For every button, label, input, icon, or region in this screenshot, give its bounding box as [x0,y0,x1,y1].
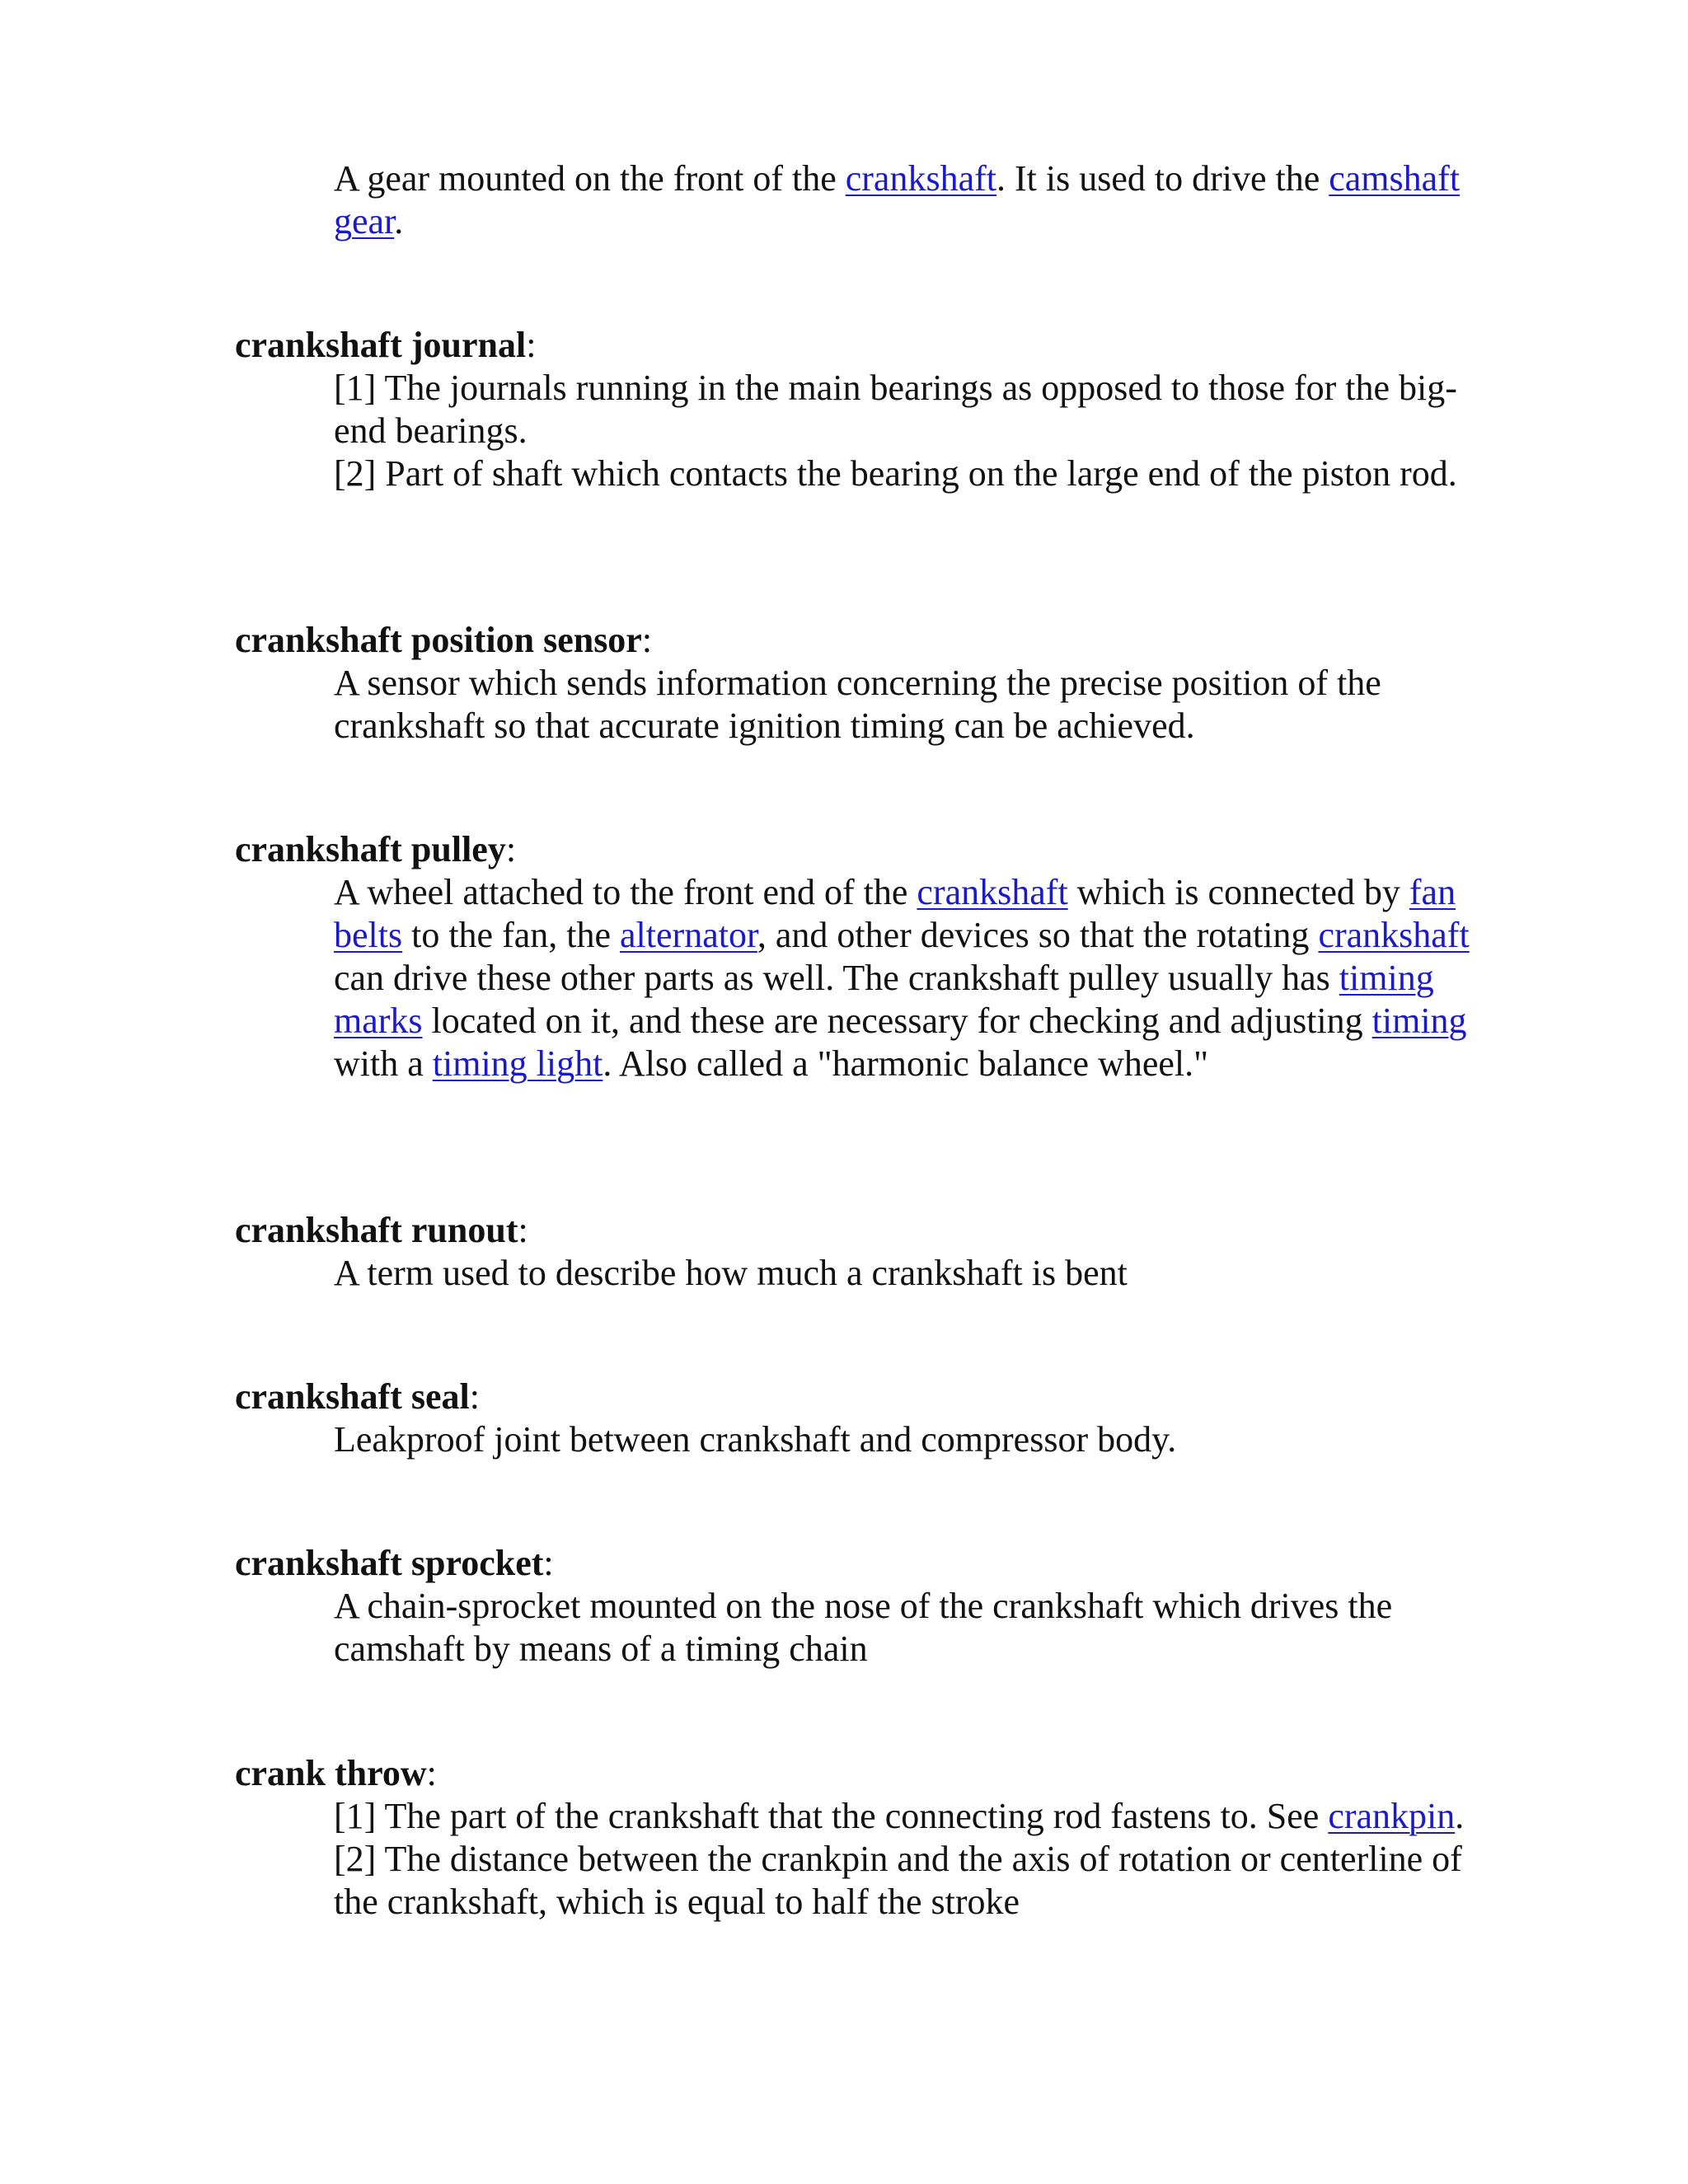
crankshaft-seal-definition: Leakproof joint between crankshaft and compressor body. [334,1419,1177,1460]
definition-text: , and other devices so that the rotating [757,915,1319,955]
crankshaft-position-sensor-definition: A sensor which sends information concerning the precise position of the crankshaft so that accurate ignition timing can be achieved. [334,663,1381,746]
term-colon: : [641,620,653,660]
crankshaft-link[interactable]: crankshaft [845,158,996,199]
definition-text: with a [334,1043,433,1084]
definition-text: can drive these other parts as well. The crankshaft pulley usually has [334,958,1339,998]
crank-throw-term-line [235,1752,437,1795]
crankshaft-link[interactable]: crankshaft [917,872,1068,912]
crankshaft-sprocket-definition: A chain-sprocket mounted on the nose of the crankshaft which drives the camshaft by means of a timing chain [334,1586,1393,1669]
definition-text: A wheel attached to the front end of the [334,872,917,912]
term-colon: : [526,325,537,365]
term-colon: : [518,1210,528,1250]
crankshaft-runout-term-line [235,1209,528,1252]
term-crankshaft-position-sensor: crankshaft position sensor [235,620,642,660]
timing-marks-link[interactable]: timing marks [334,958,1434,1041]
crankshaft-pulley-definition [334,871,1488,1085]
definition-text: . [1455,1796,1465,1836]
timing-link[interactable]: timing [1372,1001,1467,1041]
term-crankshaft-pulley: crankshaft pulley [235,829,506,869]
crankshaft-journal-term-line [235,324,536,367]
fan-belts-link[interactable]: fan belts [334,872,1456,955]
term-crankshaft-sprocket: crankshaft sprocket [235,1543,544,1583]
alternator-link[interactable]: alternator [620,915,757,955]
definition-text: which is connected by [1067,872,1409,912]
term-colon: : [426,1753,437,1793]
definition-text: . It is used to drive the [996,158,1329,199]
definition-text: located on it, and these are necessary for checking and adjusting [422,1001,1372,1041]
crankshaft-seal-term-line [235,1376,480,1418]
definition-item-2: [2] The distance between the crankpin and the axis of rotation or centerline of the crankshaft, which is equal to half the stroke [334,1839,1462,1922]
crankshaft-position-sensor-term-line [235,619,652,662]
term-colon: : [469,1376,481,1417]
crankpin-link[interactable]: crankpin [1328,1796,1456,1836]
camshaft-gear-link[interactable]: camshaft gear [334,158,1461,241]
crank-throw-definition [334,1795,1488,1924]
definition-item-1: [1] The journals running in the main bearings as opposed to those for the big-end bearings. [334,368,1457,451]
crankshaft-runout-definition: A term used to describe how much a crankshaft is bent [334,1253,1128,1293]
timing-light-link[interactable]: timing light [432,1043,603,1084]
term-crankshaft-journal: crankshaft journal [235,325,527,365]
crankshaft-journal-definition [334,367,1488,495]
definition-text: [1] The part of the crankshaft that the connecting rod fastens to. See [334,1796,1329,1836]
crankshaft-pulley-term-line [235,828,516,871]
definition-text: to the fan, the [402,915,621,955]
term-colon: : [505,829,517,869]
term-crank-throw: crank throw [235,1753,427,1793]
term-crankshaft-runout: crankshaft runout [235,1210,518,1250]
definition-text: . [394,201,404,241]
definition-text: A gear mounted on the front of the [334,158,846,199]
crankshaft-sprocket-term-line [235,1542,554,1585]
definition-item-1 [334,1795,1488,1838]
term-crankshaft-seal: crankshaft seal [235,1376,470,1417]
crankshaft-gear-definition [334,157,1488,243]
definition-text: . Also called a "harmonic balance wheel." [603,1043,1209,1084]
definition-item-2: [2] Part of shaft which contacts the bearing on the large end of the piston rod. [334,453,1457,494]
crankshaft-link[interactable]: crankshaft [1318,915,1470,955]
term-colon: : [543,1543,554,1583]
